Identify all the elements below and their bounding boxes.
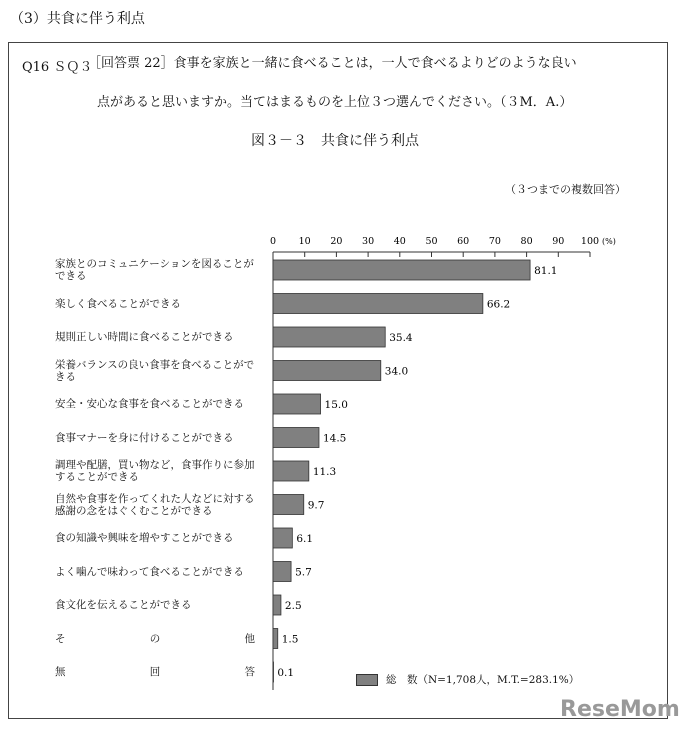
bar: [273, 428, 319, 448]
category-label: 食文化を伝えることができる: [55, 599, 192, 611]
x-tick-label: 0: [269, 236, 277, 247]
x-tick-label: 90: [552, 236, 565, 247]
data-label: 9.7: [307, 499, 325, 512]
data-label: 2.5: [284, 600, 302, 612]
x-tick-label: 100: [580, 236, 600, 247]
category-label: 楽しく食べることができる: [55, 297, 181, 310]
data-label: 5.7: [295, 566, 312, 579]
bar: [273, 629, 278, 649]
data-label: 0.1: [277, 667, 295, 679]
x-tick-label: 60: [457, 236, 470, 247]
data-label: 35.4: [389, 332, 413, 344]
data-label: 34.0: [384, 365, 409, 378]
section-title: （3）共食に伴う利点: [10, 11, 145, 27]
category-label: 無 回 答: [55, 666, 255, 678]
x-tick-label: 30: [362, 236, 375, 247]
question-text-1: ［回答票 22］食事を家族と一緒に食べることは，一人で食べるよりどのような良い: [88, 56, 577, 71]
bar: [273, 327, 385, 347]
x-tick-label: 80: [520, 236, 533, 247]
data-label: 81.1: [534, 265, 558, 277]
data-label: 1.5: [281, 633, 299, 646]
data-label: 15.0: [324, 399, 348, 411]
category-label: 栄養バランスの良い食事を食べることができる: [55, 358, 255, 383]
legend-swatch: [356, 674, 378, 686]
question-id: Q16 ＳＱ３: [22, 60, 93, 75]
chart-note: （３つまでの複数回答）: [505, 183, 626, 196]
data-label: 6.1: [296, 533, 314, 545]
category-label: 調理や配膳，買い物など，食事作りに参加することができる: [55, 459, 255, 483]
bar: [273, 595, 281, 615]
category-label: よく噛んで味わって食べることができる: [55, 565, 244, 578]
category-label: 食の知識や興味を増やすことができる: [55, 532, 234, 544]
data-label: 14.5: [322, 432, 347, 445]
resemom-logo: ReseMom: [560, 697, 680, 722]
x-unit: (%): [602, 237, 616, 246]
x-tick-label: 50: [425, 236, 438, 247]
bar: [273, 294, 483, 314]
category-label: そ の 他: [55, 632, 255, 645]
category-label: 自然や食事を作ってくれた人などに対する感謝の念をはぐくむことができる: [55, 492, 255, 517]
legend: [356, 672, 579, 687]
question-text-2: 点があると思いますか。当てはまるものを上位３つ選んでください。（３M．A.）: [97, 95, 573, 110]
category-label: 家族とのコミュニケーションを図ることができる: [55, 258, 254, 282]
x-tick-label: 70: [488, 236, 501, 247]
bar: [273, 528, 292, 548]
category-label: 安全・安心な食事を食べることができる: [55, 398, 244, 410]
bar: [273, 394, 321, 414]
x-tick-label: 10: [298, 236, 311, 247]
bar: [273, 461, 309, 481]
chart-title: 図３－３ 共食に伴う利点: [251, 133, 419, 149]
bar: [273, 562, 291, 582]
bar: [273, 662, 274, 682]
category-label: 食事マナーを身に付けることができる: [55, 431, 234, 444]
category-label: 規則正しい時間に食べることができる: [55, 331, 234, 343]
x-tick-label: 20: [330, 236, 343, 247]
bar: [273, 361, 381, 381]
legend-label: 総 数（N=1,708人，M.T.=283.1%）: [386, 674, 580, 686]
data-label: 11.3: [312, 466, 337, 478]
bar: [273, 495, 304, 515]
data-label: 66.2: [486, 298, 511, 311]
x-tick-label: 40: [393, 236, 406, 247]
bar: [273, 260, 530, 280]
